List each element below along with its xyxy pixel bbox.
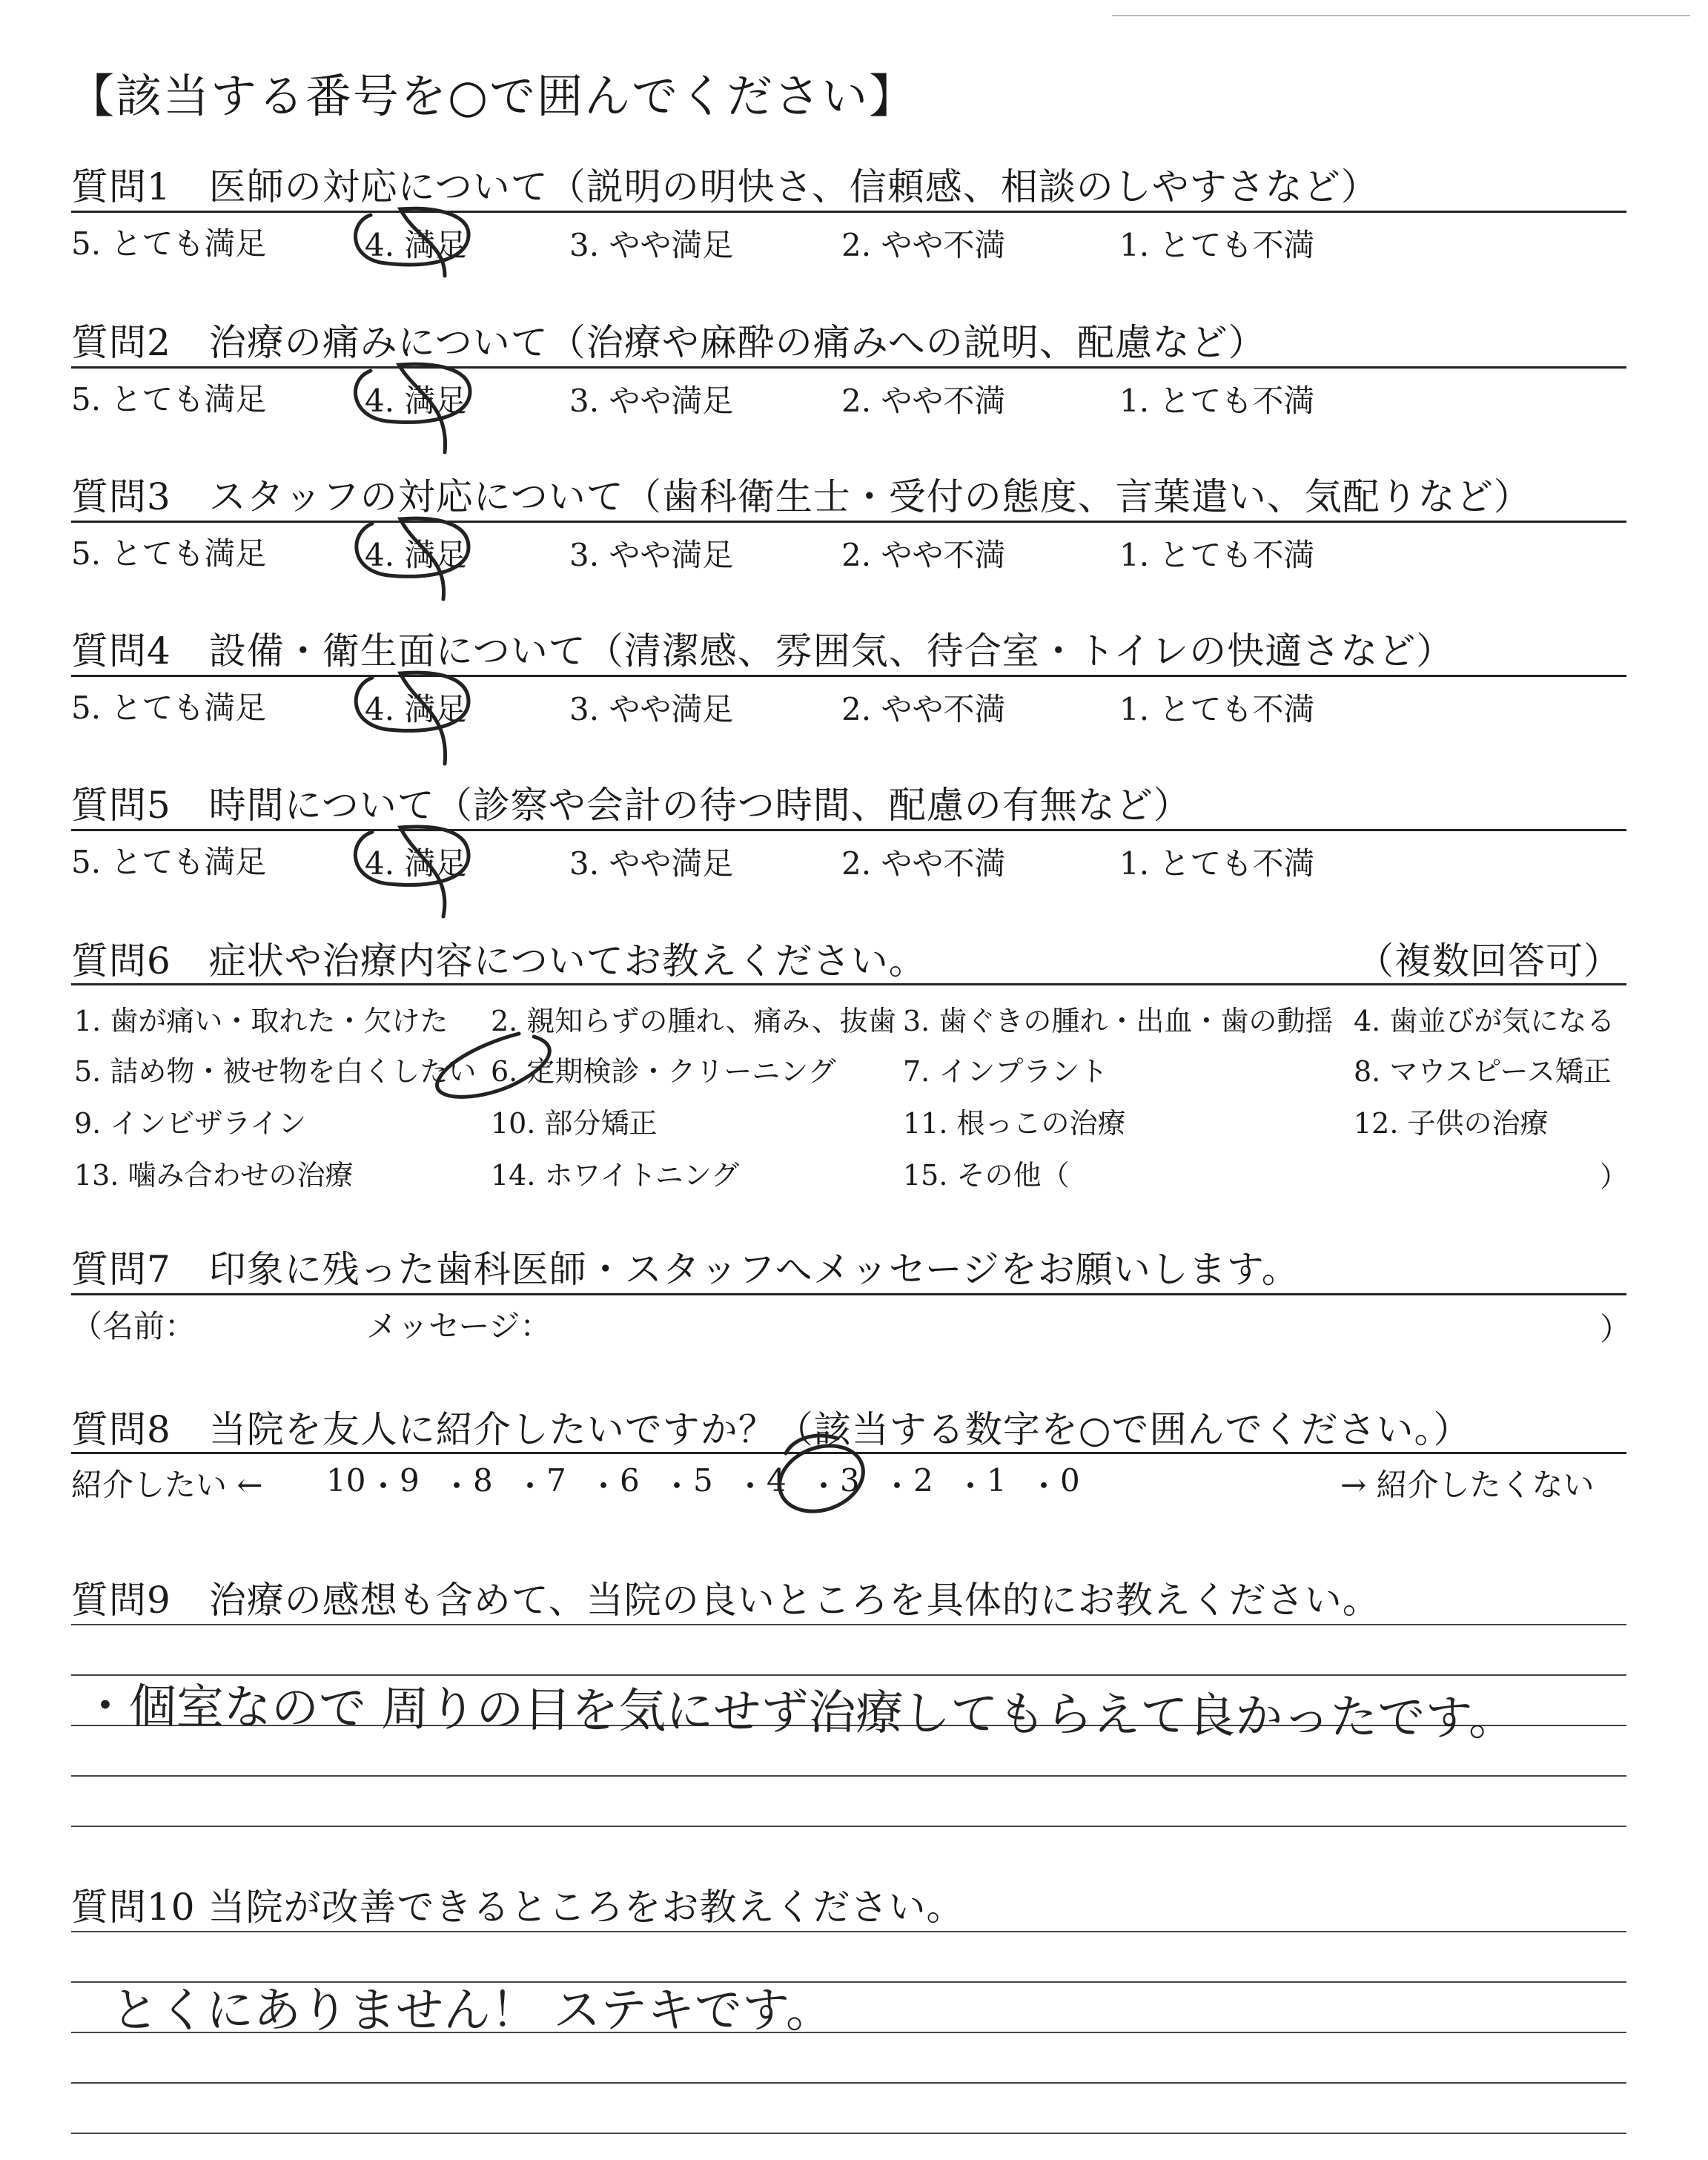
- q5-option-4[interactable]: 4. 満足: [365, 845, 467, 882]
- q10-heading: 質問10 当院が改善できるところをお教えください。: [71, 1886, 964, 1929]
- q6-heading: 質問6 症状や治療内容についてお教えください。: [71, 939, 927, 982]
- q8-rule: [71, 1452, 1626, 1454]
- q6-option-7[interactable]: 7. インプラント: [903, 1055, 1108, 1088]
- q9-line-5: [71, 1826, 1626, 1827]
- page-title: 【該当する番号を○で囲んでください】: [68, 69, 917, 123]
- q6-option-3[interactable]: 3. 歯ぐきの腫れ・出血・歯の動揺: [903, 1005, 1334, 1037]
- q6-option-6[interactable]: 6. 定期検診・クリーニング: [491, 1055, 836, 1088]
- q7-heading: 質問7 印象に残った歯科医師・スタッフへメッセージをお願いします。: [71, 1248, 1300, 1291]
- q7-name-label: （名前：: [71, 1308, 196, 1344]
- q6-option-1[interactable]: 1. 歯が痛い・取れた・欠けた: [74, 1005, 448, 1037]
- q2-option-3[interactable]: 3. やや満足: [569, 383, 734, 419]
- q3-option-5[interactable]: 5. とても満足: [71, 535, 267, 572]
- q8-scale-7[interactable]: 7: [546, 1462, 566, 1499]
- q6-option-13[interactable]: 13. 噛み合わせの治療: [74, 1159, 354, 1192]
- q6-option-12[interactable]: 12. 子供の治療: [1354, 1107, 1549, 1140]
- q8-scale-1[interactable]: 1: [987, 1462, 1007, 1499]
- q2-heading: 質問2 治療の痛みについて（治療や麻酔の痛みへの説明、配慮など）: [71, 321, 1266, 364]
- q10-line-1: [71, 1931, 1626, 1932]
- q3-option-3[interactable]: 3. やや満足: [569, 537, 734, 573]
- q4-rule: [71, 675, 1626, 677]
- q9-heading: 質問9 治療の感想も含めて、当院の良いところを具体的にお教えください。: [71, 1579, 1380, 1622]
- q8-scale-separator: ・: [1028, 1468, 1060, 1505]
- q2-option-5[interactable]: 5. とても満足: [71, 381, 267, 417]
- q5-rule: [71, 829, 1626, 831]
- q8-scale-5[interactable]: 5: [693, 1462, 713, 1499]
- q10-line-5: [71, 2133, 1626, 2134]
- q4-option-4[interactable]: 4. 満足: [365, 691, 467, 727]
- q6-rule: [71, 983, 1626, 985]
- q1-option-1[interactable]: 1. とても不満: [1119, 227, 1315, 263]
- scan-edge: [1112, 15, 1690, 16]
- q8-scale-0[interactable]: 0: [1060, 1462, 1080, 1499]
- q8-scale-separator: ・: [514, 1468, 546, 1505]
- q10-answer[interactable]: とくにありません！ ステキです。: [111, 1984, 833, 2038]
- q9-line-1: [71, 1624, 1626, 1625]
- q8-scale-9[interactable]: 9: [400, 1462, 420, 1499]
- q8-heading: 質問8 当院を友人に紹介したいですか？（該当する数字を○で囲んでください。）: [71, 1408, 1472, 1451]
- q5-option-5[interactable]: 5. とても満足: [71, 844, 267, 880]
- q6-option-14[interactable]: 14. ホワイトニング: [491, 1159, 740, 1192]
- q3-heading: 質問3 スタッフの対応について（歯科衛生士・受付の態度、言葉遣い、気配りなど）: [71, 475, 1532, 518]
- q8-scale-separator: ・: [881, 1468, 913, 1505]
- q6-option-15[interactable]: 15. その他（: [903, 1159, 1070, 1192]
- q8-scale-8[interactable]: 8: [473, 1462, 493, 1499]
- q8-scale-10[interactable]: 10: [326, 1462, 366, 1499]
- q1-option-2[interactable]: 2. やや不満: [841, 227, 1006, 263]
- q8-scale-separator: ・: [955, 1468, 987, 1505]
- q5-option-3[interactable]: 3. やや満足: [569, 845, 734, 882]
- q5-option-1[interactable]: 1. とても不満: [1119, 845, 1315, 882]
- q3-rule: [71, 521, 1626, 523]
- q8-scale-3[interactable]: 3: [840, 1462, 860, 1499]
- q8-scale-4[interactable]: 4: [767, 1462, 787, 1499]
- q8-scale-6[interactable]: 6: [620, 1462, 640, 1499]
- q7-message-label: メッセージ：: [366, 1308, 552, 1344]
- q9-answer[interactable]: ・個室なので 周りの目を気にせず治療してもらえて良かったです。: [81, 1679, 1517, 1747]
- q4-heading: 質問4 設備・衛生面について（清潔感、雰囲気、待合室・トイレの快適さなど）: [71, 630, 1454, 673]
- q1-heading: 質問1 医師の対応について（説明の明快さ、信頼感、相談のしやすさなど）: [71, 165, 1379, 208]
- q8-scale-separator: ・: [441, 1468, 473, 1505]
- q10-line-4: [71, 2082, 1626, 2084]
- q4-option-1[interactable]: 1. とても不満: [1119, 691, 1315, 727]
- q1-option-4[interactable]: 4. 満足: [365, 227, 467, 263]
- q7-rule: [71, 1293, 1626, 1295]
- q1-option-5[interactable]: 5. とても満足: [71, 225, 267, 262]
- q4-option-5[interactable]: 5. とても満足: [71, 690, 267, 726]
- q9-line-4: [71, 1775, 1626, 1777]
- q2-option-4[interactable]: 4. 満足: [365, 383, 467, 419]
- q3-option-2[interactable]: 2. やや不満: [841, 537, 1006, 573]
- q8-left-label: 紹介したい ←: [71, 1467, 263, 1503]
- q4-option-3[interactable]: 3. やや満足: [569, 691, 734, 727]
- q8-scale-separator: ・: [808, 1468, 840, 1505]
- q3-option-4[interactable]: 4. 満足: [365, 537, 467, 573]
- q8-scale-separator: ・: [735, 1468, 767, 1505]
- q2-option-2[interactable]: 2. やや不満: [841, 383, 1006, 419]
- q7-close: ）: [1600, 1311, 1632, 1347]
- q3-option-1[interactable]: 1. とても不満: [1119, 537, 1315, 573]
- q2-option-1[interactable]: 1. とても不満: [1119, 383, 1315, 419]
- q8-scale-separator: ・: [588, 1468, 620, 1505]
- q2-rule: [71, 366, 1626, 369]
- q5-heading: 質問5 時間について（診察や会計の待つ時間、配慮の有無など）: [71, 784, 1191, 827]
- q6-note: （複数回答可）: [1357, 939, 1621, 982]
- q6-option-8[interactable]: 8. マウスピース矯正: [1354, 1055, 1612, 1088]
- q6-option-2[interactable]: 2. 親知らずの腫れ、痛み、抜歯: [491, 1005, 896, 1037]
- q1-rule: [71, 211, 1626, 213]
- q8-right-label: → 紹介したくない: [1340, 1467, 1595, 1503]
- q8-scale-separator: ・: [368, 1468, 400, 1505]
- q5-option-2[interactable]: 2. やや不満: [841, 845, 1006, 882]
- q6-option-10[interactable]: 10. 部分矯正: [491, 1107, 658, 1140]
- q6-option-15-close: ）: [1600, 1160, 1629, 1193]
- q6-option-4[interactable]: 4. 歯並びが気になる: [1354, 1005, 1615, 1037]
- q6-option-5[interactable]: 5. 詰め物・被せ物を白くしたい: [74, 1055, 477, 1088]
- q4-option-2[interactable]: 2. やや不満: [841, 691, 1006, 727]
- q8-scale-separator: ・: [661, 1468, 693, 1505]
- q1-option-3[interactable]: 3. やや満足: [569, 227, 734, 263]
- q6-option-9[interactable]: 9. インビザライン: [74, 1107, 307, 1140]
- q8-scale-2[interactable]: 2: [913, 1462, 933, 1499]
- q6-option-11[interactable]: 11. 根っこの治療: [903, 1107, 1126, 1140]
